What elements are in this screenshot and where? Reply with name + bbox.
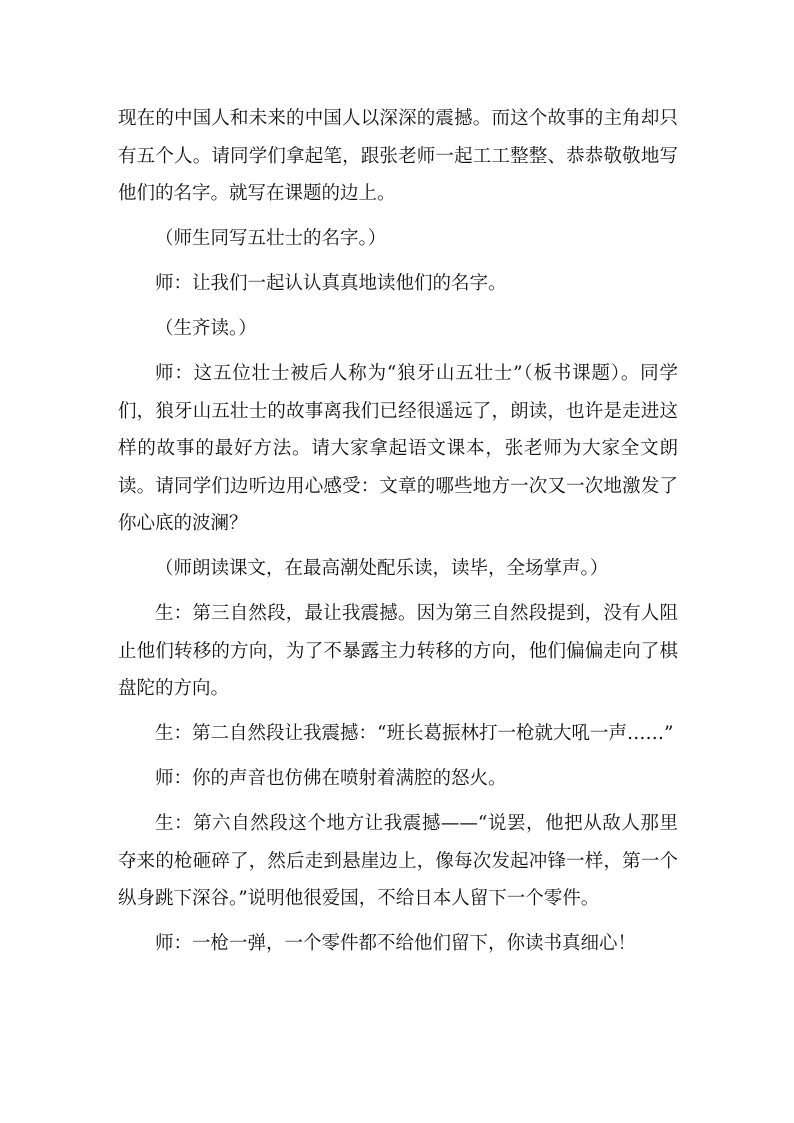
paragraph-5: 师：这五位壮士被后人称为“狼牙山五壮士”（板书课题）。同学们，狼牙山五壮士的故事离我们已经很遥远了，朗读，也许是走进这样的故事的最好方法。请大家拿起语文课本，张老师为大家全文朗读。请同学们边听边用心感受：文章的哪些地方一次又一次地激发了你心底的波澜？ xyxy=(118,363,678,534)
paragraph-10: 生：第六自然段这个地方让我震撼——“说罢，他把从敌人那里夺来的枪砸碎了，然后走到悬崖边上，像每次发起冲锋一样，第一个纵身跳下深谷。”说明他很爱国，不给日本人留下一个零件。 xyxy=(118,813,678,909)
paragraph-1: 现在的中国人和未来的中国人以深深的震撼。而这个故事的主角却只有五个人。请同学们拿起笔，跟张老师一起工工整整、恭恭敬敬地写他们的名字。就写在课题的边上。 xyxy=(118,108,678,204)
paragraph-3: 师：让我们一起认认真真地读他们的名字。 xyxy=(155,273,507,294)
document-body xyxy=(118,100,678,970)
paragraph-7: 生：第三自然段，最让我震撼。因为第三自然段提到，没有人阻止他们转移的方向，为了不暴露主力转移的方向，他们偏偏走向了棋盘陀的方向。 xyxy=(118,603,678,699)
paragraph-6: （师朗读课文，在最高潮处配乐读，读毕，全场掌声。） xyxy=(155,558,609,579)
paragraph-4: （生齐读。） xyxy=(155,318,257,339)
paragraph-9: 师：你的声音也仿佛在喷射着满腔的怒火。 xyxy=(155,768,507,789)
paragraph-2: （师生同写五壮士的名字。） xyxy=(155,228,387,249)
paragraph-11: 师：一枪一弹，一个零件都不给他们留下，你读书真细心！ xyxy=(155,933,637,954)
paragraph-8: 生：第二自然段让我震撼：“班长葛振林打一枪就大吼一声……” xyxy=(155,723,674,744)
